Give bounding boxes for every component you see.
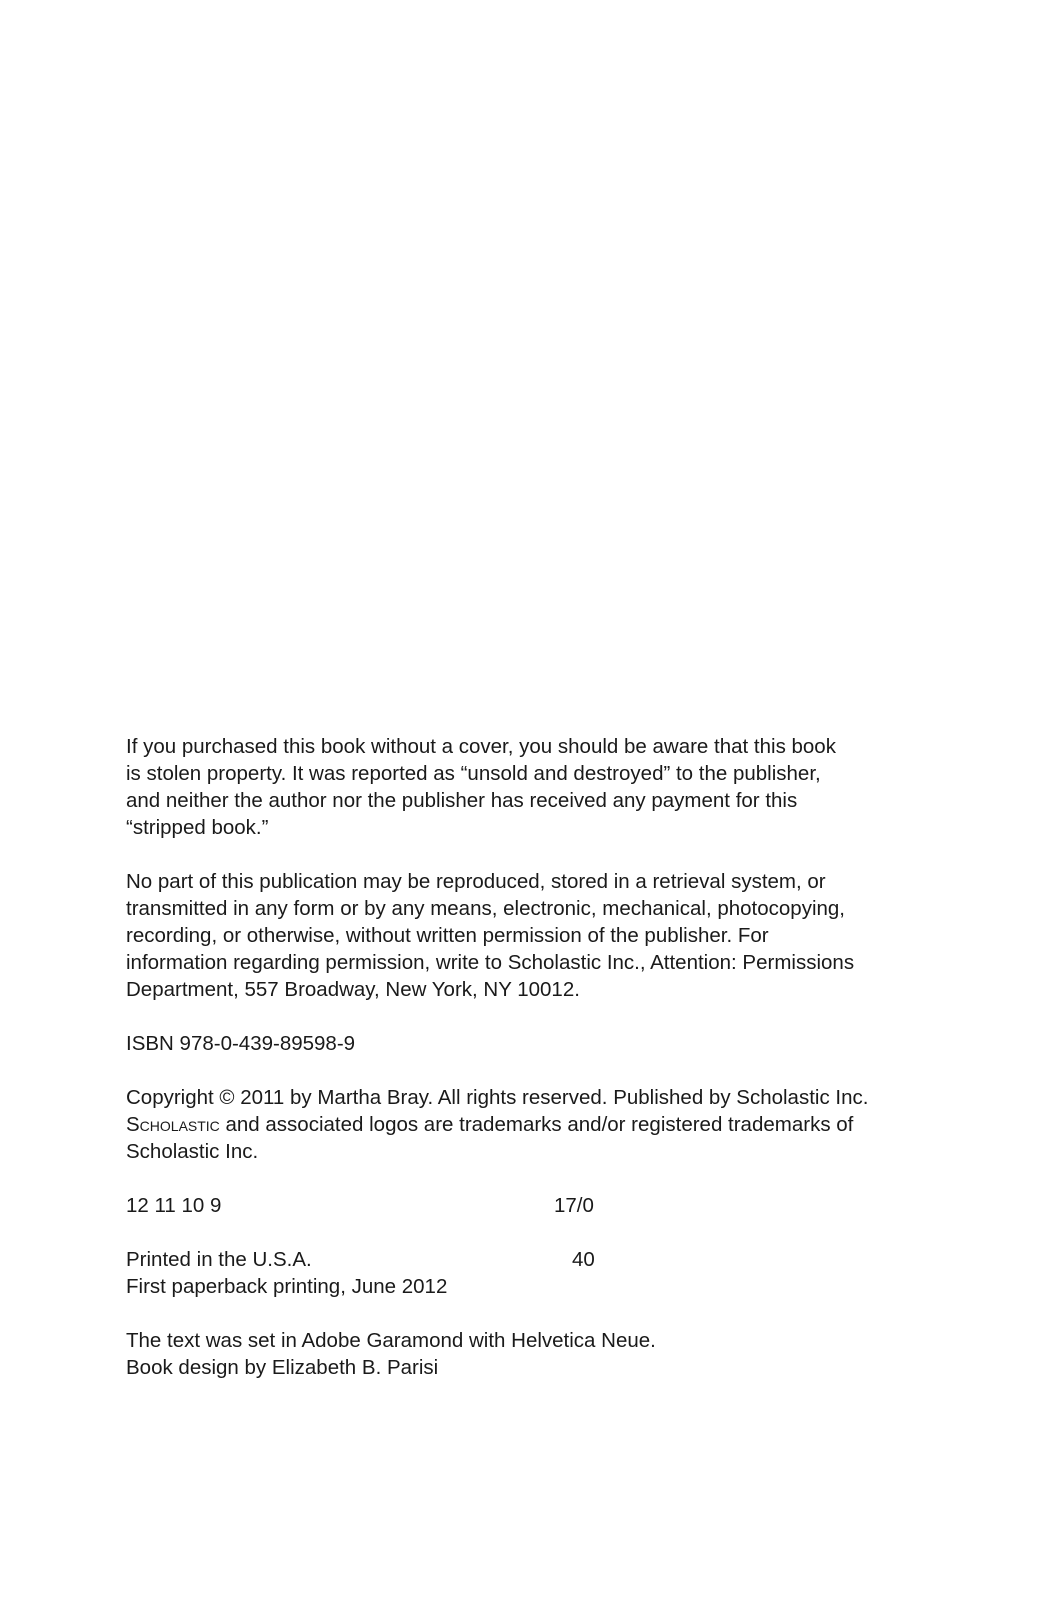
first-printing: First paperback printing, June 2012: [126, 1275, 448, 1298]
permissions-line: Department, 557 Broadway, New York, NY 10012.: [126, 978, 580, 1001]
printing-number-row: [126, 1192, 956, 1219]
printing-block: [126, 1246, 956, 1300]
printing-code-number: 40: [572, 1248, 595, 1271]
permissions-line: recording, or otherwise, without written permission of the publisher. For: [126, 924, 769, 947]
trademark-line: [126, 1111, 956, 1138]
notice-line: “stripped book.”: [126, 816, 269, 839]
printing-number-line: 12 11 10 9: [126, 1194, 222, 1217]
printing-codes-block: [126, 1192, 956, 1219]
typeface-note: The text was set in Adobe Garamond with Helvetica Neue.: [126, 1329, 656, 1352]
notice-line: If you purchased this book without a cover, you should be aware that this book: [126, 735, 836, 758]
notice-line: is stolen property. It was reported as “unsold and destroyed” to the publisher,: [126, 762, 821, 785]
printed-in-row: [126, 1246, 956, 1273]
trademark-text: and associated logos are trademarks and/or registered trademarks of: [219, 1113, 854, 1136]
trademark-owner: Scholastic Inc.: [126, 1140, 259, 1163]
trademark-name: Scholastic: [126, 1113, 220, 1136]
permissions-line: No part of this publication may be reproduced, stored in a retrieval system, or: [126, 870, 826, 893]
copyright-line: Copyright © 2011 by Martha Bray. All rights reserved. Published by Scholastic Inc.: [126, 1086, 869, 1109]
permissions-line: information regarding permission, write to Scholastic Inc., Attention: Permissions: [126, 951, 855, 974]
copyright-page: [126, 733, 956, 1408]
stripped-book-notice: [126, 733, 956, 841]
notice-line: and neither the author nor the publisher has received any payment for this: [126, 789, 798, 812]
copyright-block: [126, 1084, 956, 1165]
printed-in: Printed in the U.S.A.: [126, 1248, 312, 1271]
permissions-line: transmitted in any form or by any means, electronic, mechanical, photocopying,: [126, 897, 845, 920]
design-credit: Book design by Elizabeth B. Parisi: [126, 1356, 439, 1379]
colophon-block: [126, 1327, 956, 1381]
printing-code: 17/0: [554, 1194, 594, 1217]
isbn-number: ISBN 978-0-439-89598-9: [126, 1032, 356, 1055]
isbn-block: [126, 1030, 956, 1057]
permissions-notice: [126, 868, 956, 1003]
